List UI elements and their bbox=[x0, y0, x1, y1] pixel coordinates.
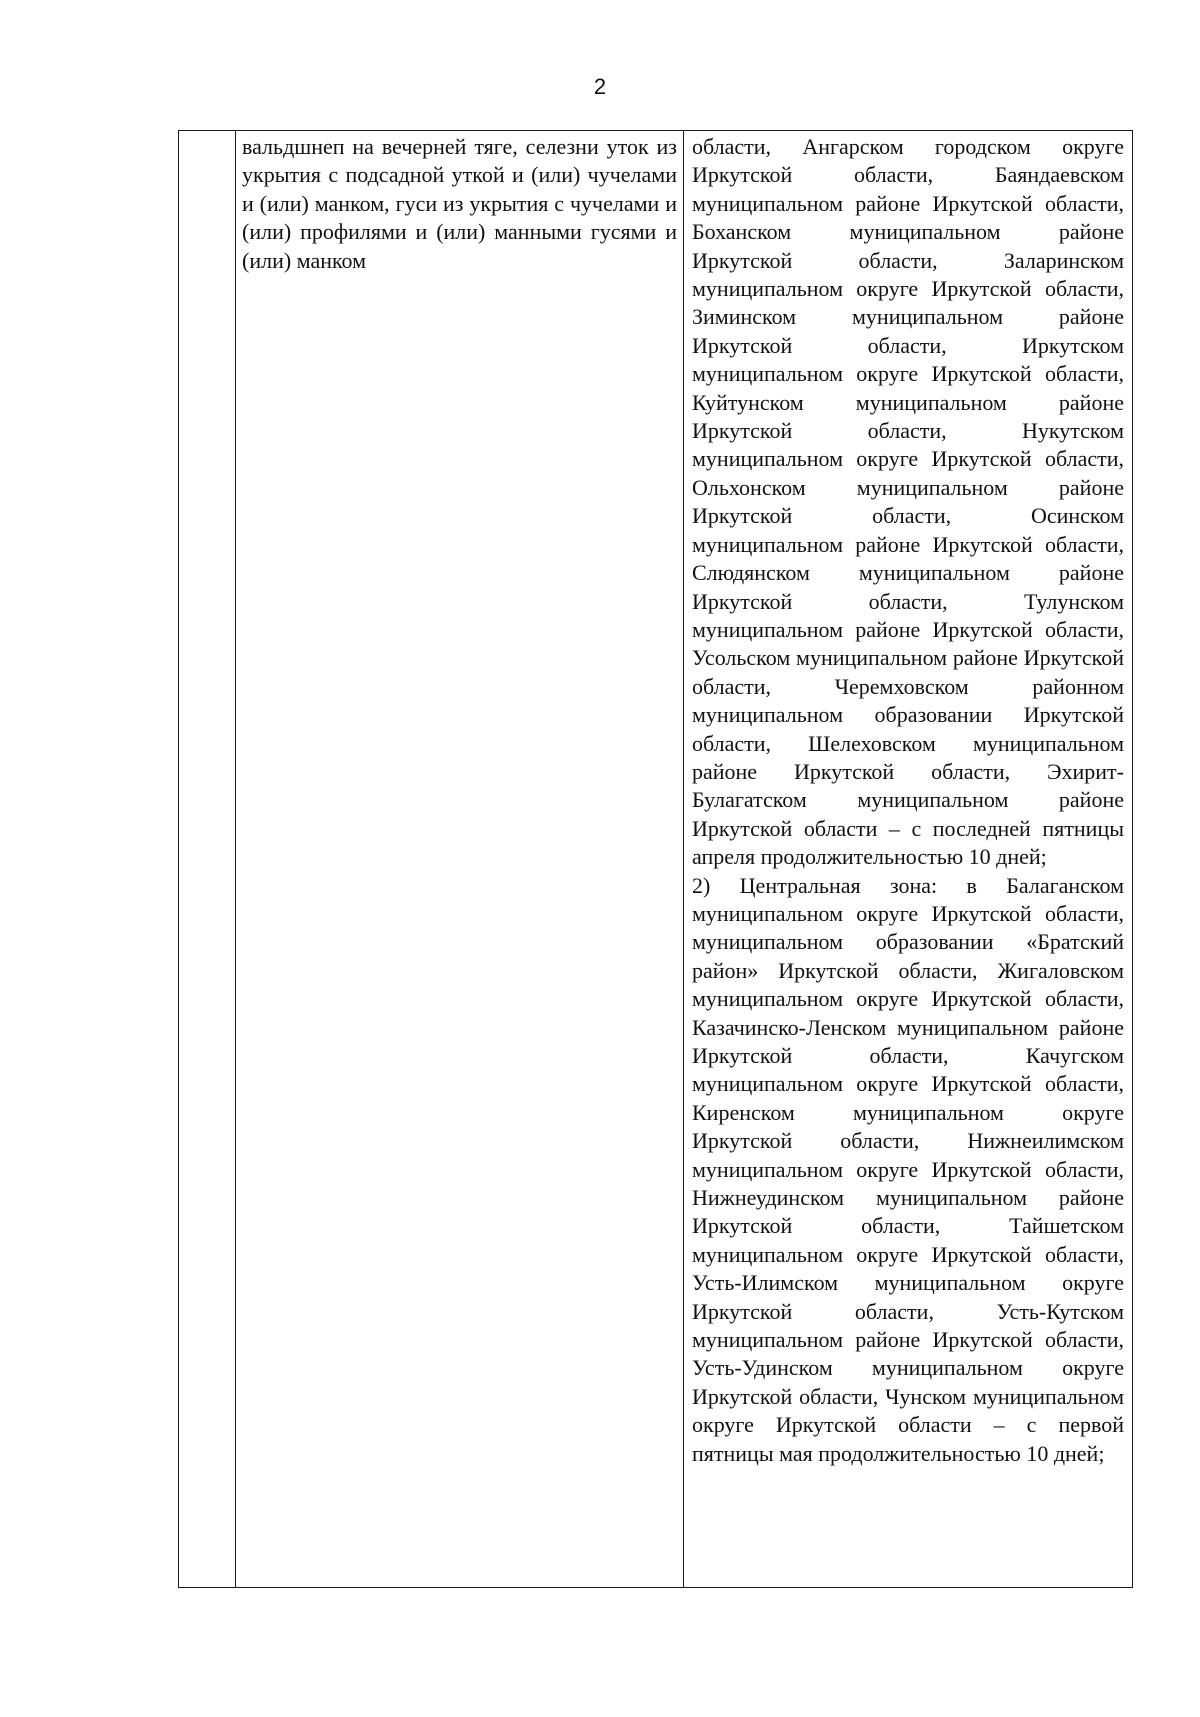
territory-paragraph: области, Ангарском городском округе Иркутской области, Баяндаевском муниципальном районе Иркутской области, Боханском муниципальном районе Иркутской области, Заларинском муниципальном округе Иркутской области, Зиминском муниципальном районе Иркутской области, Иркутском муниципальном округе Иркутской области, Куйтунском муниципальном районе Иркутской области, Нукутском муниципальном округе Иркутской области, Ольхонском муниципальном районе Иркутской области, Осинском муниципальном районе Иркутской области, Слюдянском муниципальном районе Иркутской области, Тулунском муниципальном районе Иркутской области, Усольском муниципальном районе Иркутской области, Черемховском районном муниципальном образовании Иркутской области, Шелеховском муниципальном районе Иркутской области, Эхирит-Булагатском муниципальном районе Иркутской области – с последней пятницы апреля продолжительностью 10 дней; bbox=[692, 134, 1124, 870]
territory-cell bbox=[684, 131, 1133, 1588]
hunting-periods-table bbox=[178, 130, 1133, 1588]
hunting-method-cell bbox=[236, 131, 684, 1588]
territory-paragraph: 2) Центральная зона: в Балаганском муниципальном округе Иркутской области, муниципальном образовании «Братский район» Иркутской области, Жигаловском муниципальном округе Иркутской области, Казачинско-Ленском муниципальном районе Иркутской области, Качугском муниципальном округе Иркутской области, Киренском муниципальном округе Иркутской области, Нижнеилимском муниципальном округе Иркутской области, Нижнеудинском муниципальном районе Иркутской области, Тайшетском муниципальном округе Иркутской области, Усть-Илимском муниципальном округе Иркутской области, Усть-Кутском муниципальном районе Иркутской области, Усть-Удинском муниципальном округе Иркутской области, Чунском муниципальном округе Иркутской области – с первой пятницы мая продолжительностью 10 дней; bbox=[692, 872, 1124, 1466]
table-row bbox=[179, 131, 1133, 1588]
hunting-method-text: вальдшнеп на вечерней тяге, селезни уток из укрытия с подсадной уткой и (или) чучелами и (или) манком, гуси из укрытия с чучелами и (или) профилями и (или) манными гусями и (или) манком bbox=[242, 134, 677, 273]
row-number-cell bbox=[179, 131, 236, 1588]
page-number: 2 bbox=[593, 74, 607, 99]
